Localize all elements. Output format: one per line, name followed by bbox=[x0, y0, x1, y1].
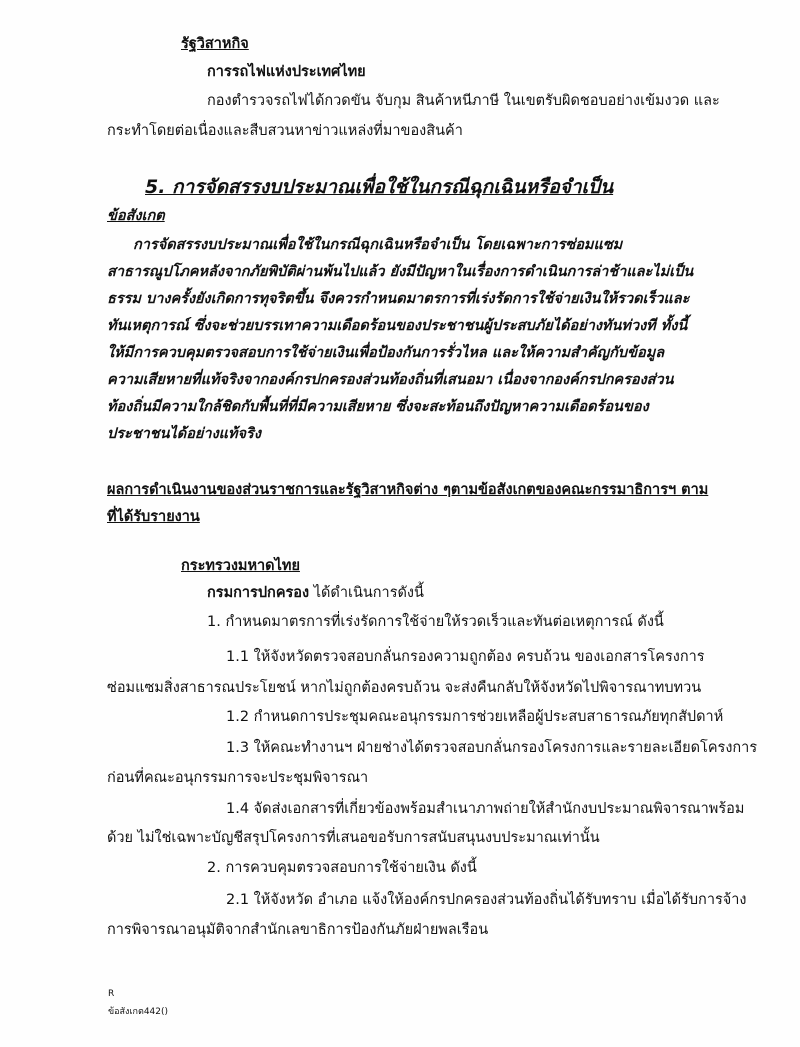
item-2-1-line-1: 2.1 ให้จังหวัด อำเภอ แจ้งให้องค์กรปกครองส่วนท้องถิ่นได้รับทราบ เมื่อได้รับการจ้าง bbox=[226, 892, 747, 908]
observation-label: ข้อสังเกต bbox=[107, 208, 165, 224]
results-heading-line-2: ที่ได้รับรายงาน bbox=[107, 509, 200, 525]
srt-text-line-2: กระทำโดยต่อเนื่องและสืบสวนหาข่าวแหล่งที่มาของสินค้า bbox=[107, 123, 463, 139]
observation-line-3: ธรรม บางครั้งยังเกิดการทุจริตขึ้น จึงควรกำหนดมาตรการที่เร่งรัดการใช้จ่ายเงินให้รวดเร็วและ bbox=[107, 291, 690, 307]
section-5-heading: 5. การจัดสรรงบประมาณเพื่อใช้ในกรณีฉุกเฉินหรือจำเป็น bbox=[145, 176, 614, 198]
observation-line-8: ประชาชนได้อย่างแท้จริง bbox=[107, 426, 261, 442]
item-1-3-line-1: 1.3 ให้คณะทำงานฯ ฝ่ายช่างได้ตรวจสอบกลั่นกรองโครงการและรายละเอียดโครงการ bbox=[226, 740, 758, 756]
observation-line-5: ให้มีการควบคุมตรวจสอบการใช้จ่ายเงินเพื่อป้องกันการรั่วไหล และให้ความสำคัญกับข้อมูล bbox=[107, 345, 665, 361]
item-1-3-line-2: ก่อนที่คณะอนุกรรมการจะประชุมพิจารณา bbox=[107, 770, 369, 786]
dept-name: กรมการปกครอง bbox=[207, 585, 310, 601]
item-1-1-line-1: 1.1 ให้จังหวัดตรวจสอบกลั่นกรองความถูกต้อง ครบถ้วน ของเอกสารโครงการ bbox=[226, 649, 705, 665]
footer-mark: R bbox=[108, 989, 115, 999]
item-1: 1. กำหนดมาตรการที่เร่งรัดการใช้จ่ายให้รวดเร็วและทันต่อเหตุการณ์ ดังนี้ bbox=[207, 614, 664, 630]
ministry-header: กระทรวงมหาดไทย bbox=[181, 558, 300, 574]
item-1-2: 1.2 กำหนดการประชุมคณะอนุกรรมการช่วยเหลือผู้ประสบสาธารณภัยทุกสัปดาห์ bbox=[226, 709, 724, 725]
results-heading-line-1: ผลการดำเนินงานของส่วนราชการและรัฐวิสาหกิจต่าง ๆตามข้อสังเกตของคณะกรรมาธิการฯ ตาม bbox=[107, 482, 709, 498]
dept-line bbox=[207, 583, 424, 603]
srt-org-name: การรถไฟแห่งประเทศไทย bbox=[207, 64, 366, 80]
item-1-1-line-2: ซ่อมแซมสิ่งสาธารณประโยชน์ หากไม่ถูกต้องครบถ้วน จะส่งคืนกลับให้จังหวัดไปพิจารณาทบทวน bbox=[107, 680, 702, 696]
observation-line-6: ความเสียหายที่แท้จริงจากองค์กรปกครองส่วนท้องถิ่นที่เสนอมา เนื่องจากองค์กรปกครองส่วน bbox=[107, 372, 674, 388]
observation-line-4: ทันเหตุการณ์ ซึ่งจะช่วยบรรเทาความเดือดร้อนของประชาชนผู้ประสบภัยได้อย่างทันท่วงที ทั้งนี้ bbox=[107, 318, 688, 334]
item-2: 2. การควบคุมตรวจสอบการใช้จ่ายเงิน ดังนี้ bbox=[207, 860, 477, 876]
item-1-4-line-1: 1.4 จัดส่งเอกสารที่เกี่ยวข้องพร้อมสำเนาภาพถ่ายให้สำนักงบประมาณพิจารณาพร้อม bbox=[226, 801, 745, 817]
item-2-1-line-2: การพิจารณาอนุมัติจากสำนักเลขาธิการป้องกันภัยฝ่ายพลเรือน bbox=[107, 922, 489, 938]
dept-suffix: ได้ดำเนินการดังนี้ bbox=[309, 585, 424, 601]
observation-line-7: ท้องถิ่นมีความใกล้ชิดกับพื้นที่ที่มีความเสียหาย ซึ่งจะสะท้อนถึงปัญหาความเดือดร้อนของ bbox=[107, 399, 649, 415]
observation-line-1: การจัดสรรงบประมาณเพื่อใช้ในกรณีฉุกเฉินหรือจำเป็น โดยเฉพาะการซ่อมแซม bbox=[133, 237, 623, 253]
footer-filename: ข้อสังเกต442() bbox=[108, 1007, 169, 1017]
srt-text-line-1: กองตำรวจรถไฟได้กวดขัน จับกุม สินค้าหนีภาษี ในเขตรับผิดชอบอย่างเข้มงวด และ bbox=[207, 93, 720, 109]
state-enterprise-header: รัฐวิสาหกิจ bbox=[181, 36, 249, 52]
item-1-4-line-2: ด้วย ไม่ใช่เฉพาะบัญชีสรุปโครงการที่เสนอขอรับการสนับสนุนงบประมาณเท่านั้น bbox=[107, 830, 600, 846]
observation-line-2: สาธารณูปโภคหลังจากภัยพิบัติผ่านพ้นไปแล้ว ยังมีปัญหาในเรื่องการดำเนินการล่าช้าและไม่เป็น bbox=[107, 264, 694, 280]
